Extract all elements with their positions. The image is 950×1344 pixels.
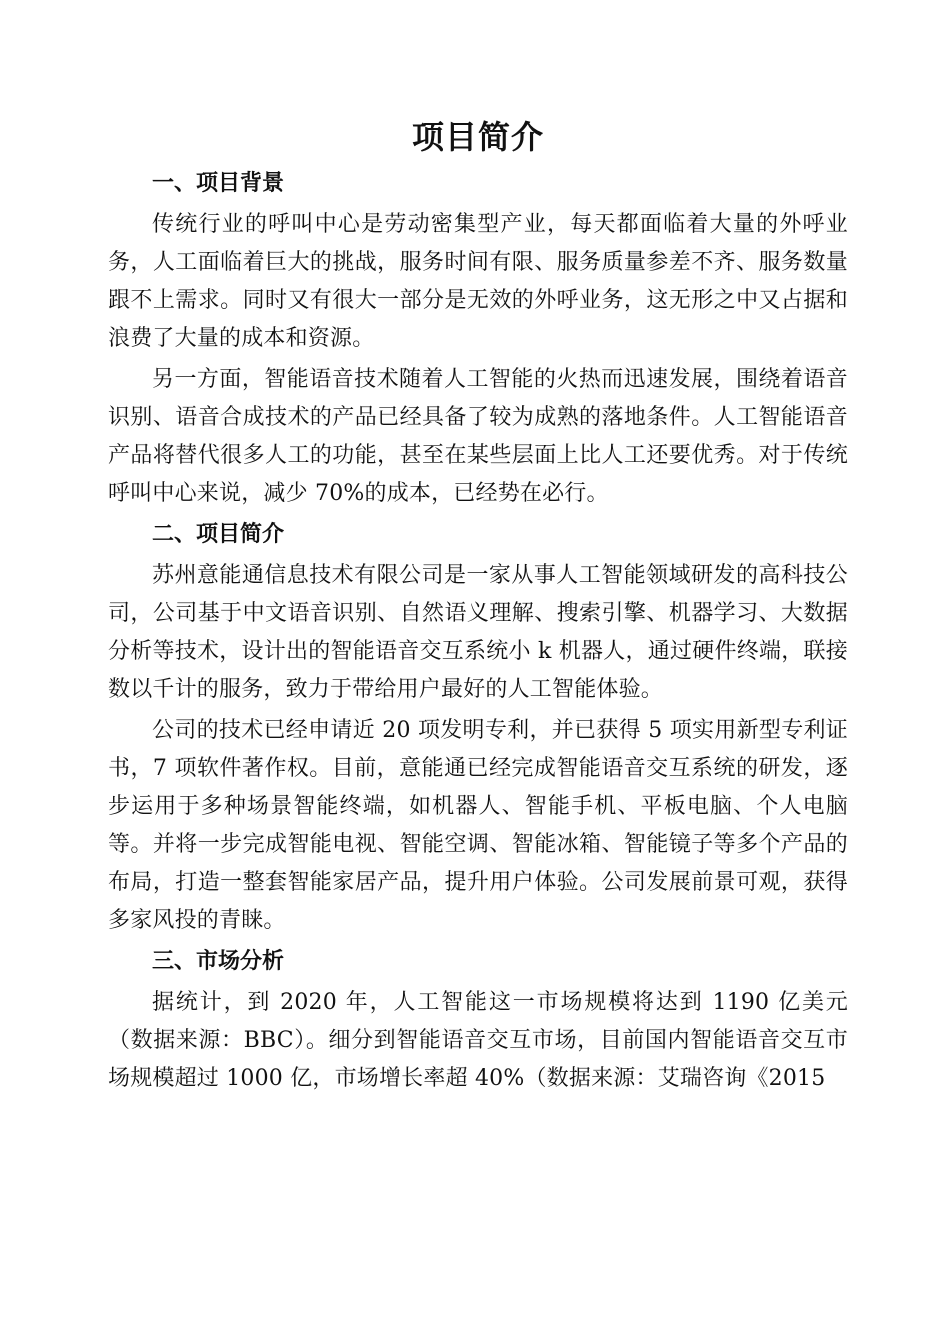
section-heading: 三、市场分析 bbox=[152, 949, 285, 974]
section-background bbox=[108, 166, 848, 513]
document-page bbox=[108, 112, 848, 1101]
document-title: 项目简介 bbox=[411, 118, 544, 156]
section-market-analysis bbox=[108, 944, 848, 1098]
paragraph: 公司的技术已经申请近 20 项发明专利，并已获得 5 项实用新型专利证书，7 项软件著作权。目前，意能通已经完成智能语音交互系统的研发，逐步运用于多种场景智能终端，如机器人、智能手机、平板电脑、个人电脑等。并将一步完成智能电视、智能空调、智能冰箱、智能镜子等多个产品的布局，打造一整套智能家居产品，提升用户体验。公司发展前景可观，获得多家风投的青睐。 bbox=[108, 718, 848, 933]
paragraph: 据统计，到 2020 年，人工智能这一市场规模将达到 1190 亿美元（数据来源：BBC）。细分到智能语音交互市场，目前国内智能语音交互市场规模超过 1000 亿，市场增长率超 40%（数据来源：艾瑞咨询《2015 bbox=[108, 990, 848, 1091]
section-heading: 二、项目简介 bbox=[152, 522, 285, 547]
section-introduction bbox=[108, 517, 848, 940]
paragraph: 传统行业的呼叫中心是劳动密集型产业，每天都面临着大量的外呼业务，人工面临着巨大的挑战，服务时间有限、服务质量参差不齐、服务数量跟不上需求。同时又有很大一部分是无效的外呼业务，这无形之中又占据和浪费了大量的成本和资源。 bbox=[108, 212, 848, 351]
section-heading: 一、项目背景 bbox=[152, 171, 285, 196]
paragraph: 苏州意能通信息技术有限公司是一家从事人工智能领域研发的高科技公司，公司基于中文语音识别、自然语义理解、搜索引擎、机器学习、大数据分析等技术，设计出的智能语音交互系统小 k 机器人，通过硬件终端，联接数以千计的服务，致力于带给用户最好的人工智能体验。 bbox=[108, 563, 848, 702]
paragraph: 另一方面，智能语音技术随着人工智能的火热而迅速发展，围绕着语音识别、语音合成技术的产品已经具备了较为成熟的落地条件。人工智能语音产品将替代很多人工的功能，甚至在某些层面上比人工还要优秀。对于传统呼叫中心来说，减少 70%的成本，已经势在必行。 bbox=[108, 367, 848, 506]
